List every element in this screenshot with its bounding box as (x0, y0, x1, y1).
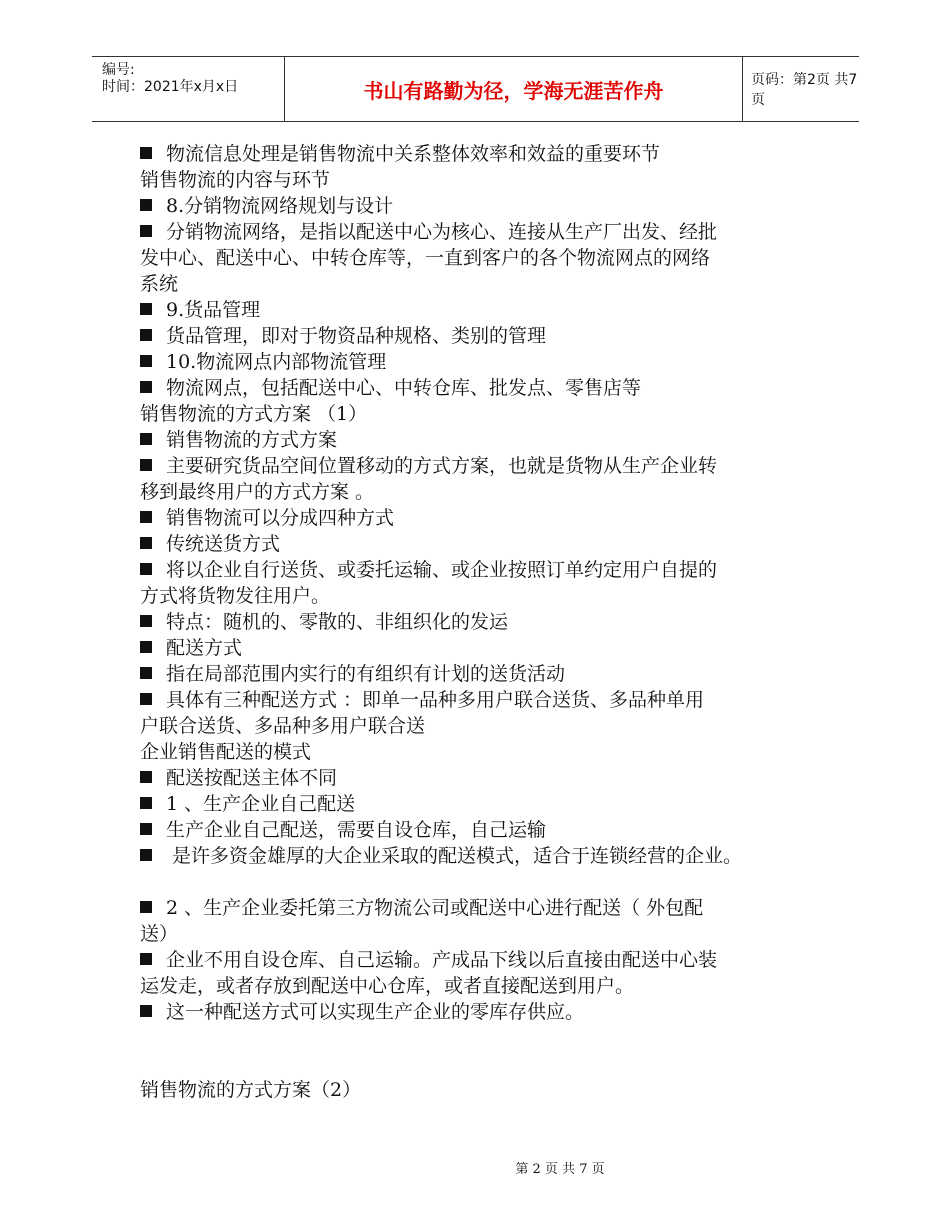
number-label: 编号: (102, 62, 135, 78)
page-header (92, 56, 859, 122)
bullet-line: 这一种配送方式可以实现生产企业的零库存供应。 (140, 999, 840, 1025)
bullet-line: 货品管理，即对于物资品种规格、类别的管理 (140, 323, 840, 349)
bullet-icon (140, 381, 152, 393)
bullet-line: 物流网点，包括配送中心、中转仓库、批发点、零售店等 (140, 375, 840, 401)
document-body (140, 141, 840, 1103)
page-footer (0, 1158, 950, 1177)
bullet-icon (140, 303, 152, 315)
bullet-line: 2 、生产企业委托第三方物流公司或配送中心进行配送（ 外包配 (140, 895, 840, 921)
section-heading: 销售物流的方式方案（2） (140, 1079, 362, 1101)
bullet-icon (140, 901, 152, 913)
bullet-line: 8.分销物流网络规划与设计 (140, 193, 840, 219)
footer-page-number: 第 2 页 共 7 页 (515, 1162, 605, 1177)
bullet-icon (140, 693, 152, 705)
bullet-icon (140, 1005, 152, 1017)
text-line: 系统 (140, 273, 179, 295)
bullet-icon (140, 823, 152, 835)
bullet-icon (140, 953, 152, 965)
bullet-icon (140, 355, 152, 367)
bullet-line: 配送按配送主体不同 (140, 765, 840, 791)
bullet-line: 主要研究货品空间位置移动的方式方案，也就是货物从生产企业转 (140, 453, 840, 479)
bullet-line: 销售物流可以分成四种方式 (140, 505, 840, 531)
bullet-line: 销售物流的方式方案 (140, 427, 840, 453)
bullet-line: 传统送货方式 (140, 531, 840, 557)
bullet-icon (140, 615, 152, 627)
bullet-icon (140, 641, 152, 653)
bullet-icon (140, 225, 152, 237)
bullet-line: 10.物流网点内部物流管理 (140, 349, 840, 375)
bullet-icon (140, 797, 152, 809)
bullet-icon (140, 771, 152, 783)
bullet-line: 特点：随机的、零散的、非组织化的发运 (140, 609, 840, 635)
bullet-line: 分销物流网络，是指以配送中心为核心、连接从生产厂出发、经批 (140, 219, 840, 245)
bullet-line: 将以企业自行送货、或委托运输、或企业按照订单约定用户自提的 (140, 557, 840, 583)
time-label: 时间：2021年x月x日 (102, 79, 239, 95)
bullet-line: 生产企业自己配送，需要自设仓库，自己运输 (140, 817, 840, 843)
text-line: 移到最终用户的方式方案 。 (140, 481, 375, 503)
bullet-line: 是许多资金雄厚的大企业采取的配送模式，适合于连锁经营的企业。 (140, 843, 840, 869)
text-line: 方式将货物发往用户。 (140, 585, 331, 607)
text-line: 发中心、配送中心、中转仓库等，一直到客户的各个物流网点的网络 (140, 247, 711, 269)
bullet-line: 具体有三种配送方式 ：即单一品种多用户联合送货、多品种单用 (140, 687, 840, 713)
bullet-line: 指在局部范围内实行的有组织有计划的送货活动 (140, 661, 840, 687)
spacer (140, 1025, 840, 1077)
bullet-line: 配送方式 (140, 635, 840, 661)
header-page-number: 页码：第2页 共7页 (751, 72, 858, 108)
text-line: 户联合送货、多品种多用户联合送 (140, 715, 426, 737)
bullet-icon (140, 849, 152, 861)
bullet-icon (140, 199, 152, 211)
bullet-icon (140, 147, 152, 159)
text-line: 送） (140, 923, 179, 945)
bullet-icon (140, 329, 152, 341)
header-motto: 书山有路勤为径，学海无涯苦作舟 (285, 57, 743, 121)
bullet-icon (140, 433, 152, 445)
bullet-icon (140, 667, 152, 679)
bullet-line: 9.货品管理 (140, 297, 840, 323)
bullet-line: 1 、生产企业自己配送 (140, 791, 840, 817)
bullet-icon (140, 459, 152, 471)
spacer (140, 869, 840, 895)
bullet-icon (140, 563, 152, 575)
section-heading: 销售物流的内容与环节 (140, 169, 331, 191)
section-heading: 企业销售配送的模式 (140, 741, 312, 763)
bullet-icon (140, 511, 152, 523)
bullet-line: 物流信息处理是销售物流中关系整体效率和效益的重要环节 (140, 141, 840, 167)
section-heading: 销售物流的方式方案 （1） (140, 403, 368, 425)
bullet-line: 企业不用自设仓库、自己运输。产成品下线以后直接由配送中心装 (140, 947, 840, 973)
header-info-cell (92, 57, 285, 121)
bullet-icon (140, 537, 152, 549)
text-line: 运发走，或者存放到配送中心仓库，或者直接配送到用户。 (140, 975, 635, 997)
